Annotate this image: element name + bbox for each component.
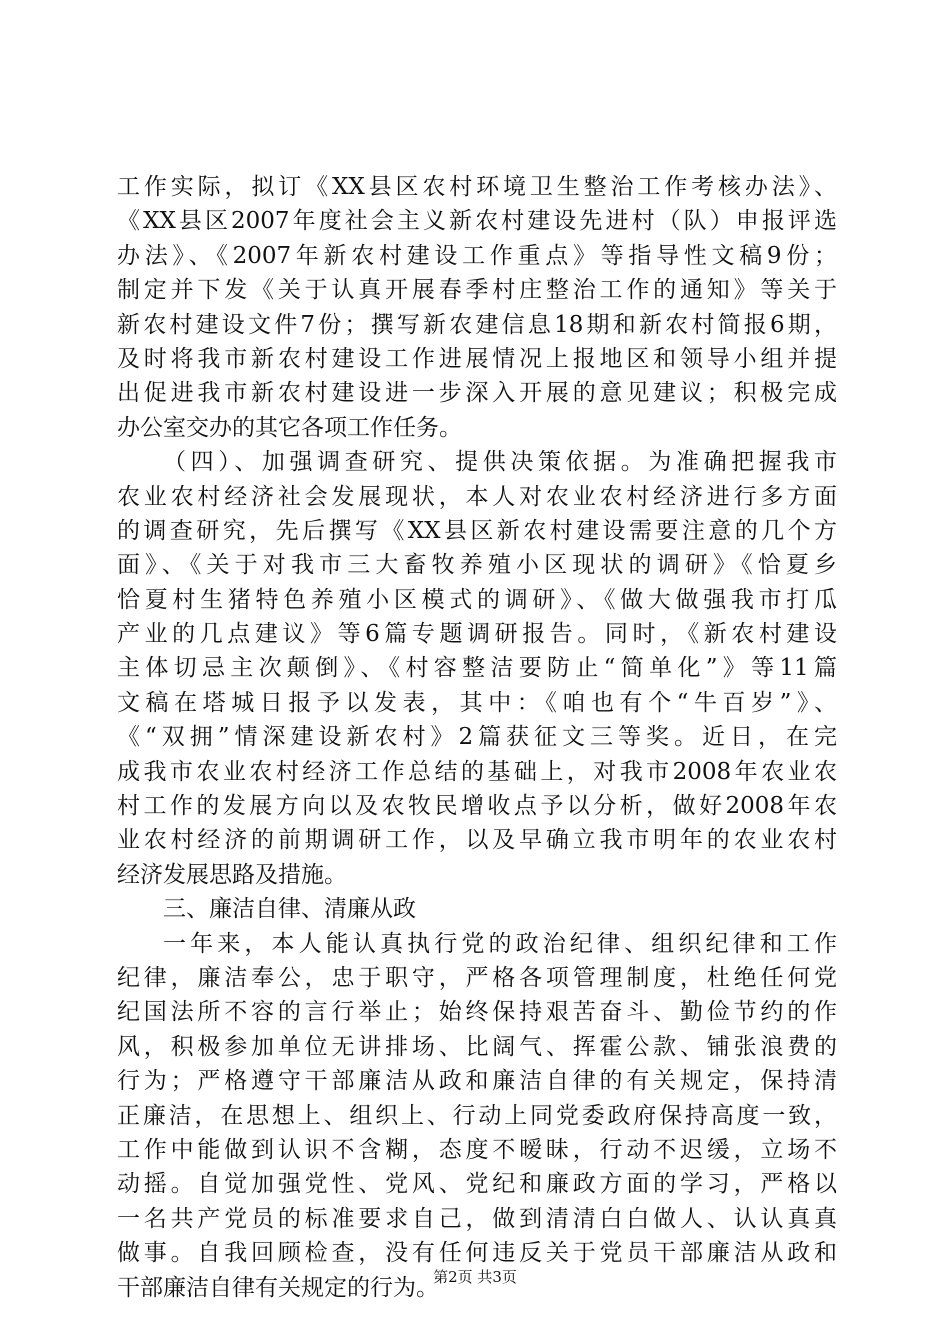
paragraph-line: 一名共产党员的标准要求自己，做到清清白白做人、认认真真	[117, 1205, 837, 1232]
paragraph-line: 恰夏村生猪特色养殖小区模式的调研》、《做大做强我市打瓜	[117, 586, 837, 613]
paragraph-line: 《“双拥”情深建设新农村》2篇获征文三等奖。近日，在完	[117, 724, 837, 751]
paragraph-line: 成我市农业农村经济工作总结的基础上，对我市2008年农业农	[117, 758, 837, 785]
paragraph-line: 业农村经济的前期调研工作，以及早确立我市明年的农业农村	[117, 827, 837, 854]
paragraph-line: 经济发展思路及措施。	[117, 861, 347, 888]
paragraph-line: 正廉洁，在思想上、组织上、行动上同党委政府保持高度一致，	[117, 1102, 837, 1129]
paragraph-line: 办公室交办的其它各项工作任务。	[117, 414, 462, 441]
paragraph-line: 工作实际，拟订《XX县区农村环境卫生整治工作考核办法》、	[117, 174, 837, 200]
paragraph-line: 出促进我市新农村建设进一步深入开展的意见建议；积极完成	[117, 380, 837, 407]
paragraph-line: 新农村建设文件7份；撰写新农建信息18期和新农村简报6期，	[117, 311, 837, 338]
paragraph-line: 工作中能做到认识不含糊，态度不暧昧，行动不迟缓，立场不	[117, 1136, 837, 1163]
paragraph-line: （四）、加强调查研究、提供决策依据。为准确把握我市	[163, 449, 837, 476]
paragraph-line: 的调查研究，先后撰写《XX县区新农村建设需要注意的几个方	[117, 517, 837, 544]
paragraph-line: 一年来，本人能认真执行党的政治纪律、组织纪律和工作	[163, 930, 837, 957]
paragraph-line: 制定并下发《关于认真开展春季村庄整治工作的通知》等关于	[117, 277, 837, 304]
paragraph-line: 干部廉洁自律有关规定的行为。	[117, 1274, 439, 1301]
paragraph-line: 面》、《关于对我市三大畜牧养殖小区现状的调研》《恰夏乡	[117, 552, 837, 579]
paragraph-line: 文稿在塔城日报予以发表，其中：《咱也有个“牛百岁”》、	[117, 689, 837, 716]
paragraph-line: 纪国法所不容的言行举止；始终保持艰苦奋斗、勤俭节约的作	[117, 999, 837, 1026]
paragraph-line: 村工作的发展方向以及农牧民增收点予以分析，做好2008年农	[117, 793, 837, 820]
paragraph-line: 农业农村经济社会发展现状，本人对农业农村经济进行多方面	[117, 483, 837, 510]
paragraph-line: 纪律，廉洁奉公，忠于职守，严格各项管理制度，杜绝任何党	[117, 964, 837, 991]
section-heading: 三、廉洁自律、清廉从政	[163, 896, 416, 923]
paragraph-line: 产业的几点建议》等6篇专题调研报告。同时，《新农村建设	[117, 621, 837, 648]
paragraph-line: 动摇。自觉加强党性、党风、党纪和廉政方面的学习，严格以	[117, 1171, 837, 1198]
paragraph-line: 风，积极参加单位无讲排场、比阔气、挥霍公款、铺张浪费的	[117, 1033, 837, 1060]
paragraph-line: 主体切忌主次颠倒》、《村容整洁要防止“简单化”》等11篇	[117, 655, 837, 682]
paragraph-line: 做事。自我回顾检查，没有任何违反关于党员干部廉洁从政和	[117, 1240, 837, 1267]
paragraph-line: 办法》、《2007年新农村建设工作重点》等指导性文稿9份；	[117, 242, 837, 269]
paragraph-line: 及时将我市新农村建设工作进展情况上报地区和领导小组并提	[117, 345, 837, 372]
page-footer: 第2页 共3页	[433, 1268, 517, 1286]
document-body	[117, 170, 837, 1305]
paragraph-line: 《XX县区2007年度社会主义新农村建设先进村（队）申报评选	[117, 208, 837, 235]
paragraph-line: 行为；严格遵守干部廉洁从政和廉洁自律的有关规定，保持清	[117, 1068, 837, 1095]
